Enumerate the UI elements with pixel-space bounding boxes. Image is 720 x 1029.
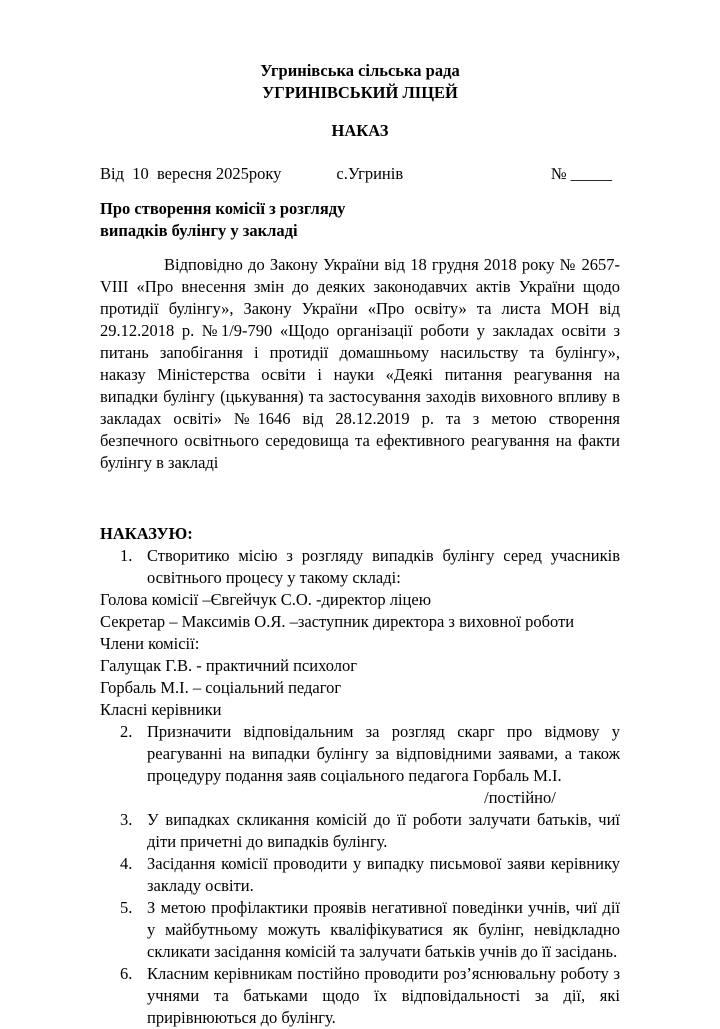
doc-date: Від 10 вересня 2025року (100, 164, 282, 183)
item-number: 2. (120, 722, 133, 741)
order-heading: НАКАЗУЮ: (100, 524, 193, 543)
item-number: 5. (120, 898, 133, 917)
item-text: З метою профілактики проявів негативної поведінки учнів, чиї дії у майбутньому можуть кваліфікуватися як булінг, невідкладно скликати засідання комісій та залучати батьків учнів до її засідань. (147, 898, 620, 961)
commission-members-label: Члени комісії: (100, 634, 200, 653)
doc-number: № _____ (550, 164, 612, 183)
order-item-3 (100, 809, 620, 853)
item-text: У випадках скликання комісій до її роботи залучати батьків, чиї діти причетні до випадків булінгу. (147, 810, 620, 851)
item-text: Створитико місію з розгляду випадків булінгу серед учасників освітнього процесу у такому складі: (147, 546, 620, 587)
subject-block (100, 198, 620, 242)
item-number: 3. (120, 810, 133, 829)
commission-secretary: Секретар – Максимів О.Я. –заступник директора з виховної роботи (100, 612, 575, 631)
date-line (100, 163, 620, 185)
order-item-6 (100, 963, 620, 1029)
commission-member-2: Горбаль М.І. – соціальний педагог (100, 678, 342, 697)
commission-member-1: Галущак Г.В. - практичний психолог (100, 656, 357, 675)
permanent-note: /постійно/ (484, 788, 556, 807)
doc-place: с.Угринів (336, 164, 404, 183)
item-text: Засідання комісії проводити у випадку письмової заяви керівнику закладу освіти. (147, 854, 620, 895)
subject-line-1: Про створення комісії з розгляду (100, 199, 346, 218)
org-name: Угринівська сільська рада (260, 61, 460, 80)
preamble-paragraph: Відповідно до Закону України від 18 грудня 2018 року № 2657-VIII «Про внесення змін до деяких законодавчих актів України щодо протидії булінгу», Закону України «Про освіту» та листа МОН від 29.12.2018 р. №1/9-790 «Щодо організації роботи у закладах освіти з питань запобігання і протидії домашньому насильству та булінгу», наказу Міністерства освіти і науки «Деякі питання реагування на випадки булінгу (цькування) та застосування заходів виховного впливу в закладах освіті» №1646 від 28.12.2019 р. та з метою створення безпечного освітнього середовища та ефективного реагування на факти булінгу в закладі (100, 255, 620, 472)
item-number: 6. (120, 964, 133, 983)
item-number: 1. (120, 546, 133, 565)
institution-name: УГРИНІВСЬКИЙ ЛІЦЕЙ (262, 83, 458, 102)
item-number: 4. (120, 854, 133, 873)
order-item-2 (100, 721, 620, 787)
item-text: Класним керівникам постійно проводити роз’яснювальну роботу з учнями та батьками щодо їх відповідальності за дії, які прирівнюються до булінгу. (147, 964, 620, 1027)
order-item-1 (100, 545, 620, 589)
order-item-4 (100, 853, 620, 897)
commission-head: Голова комісії –Євгейчук С.О. -директор ліцею (100, 590, 432, 609)
item-text: Призначити відповідальним за розгляд скарг про відмову у реагуванні на випадки булінгу за відповідними заявами, а також процедуру подання заяв соціального педагога Горбаль М.І. (147, 722, 620, 785)
doc-type-title: НАКАЗ (331, 121, 389, 140)
subject-line-2: випадків булінгу у закладі (100, 221, 298, 240)
commission-member-3: Класні керівники (100, 700, 222, 719)
order-item-5 (100, 897, 620, 963)
